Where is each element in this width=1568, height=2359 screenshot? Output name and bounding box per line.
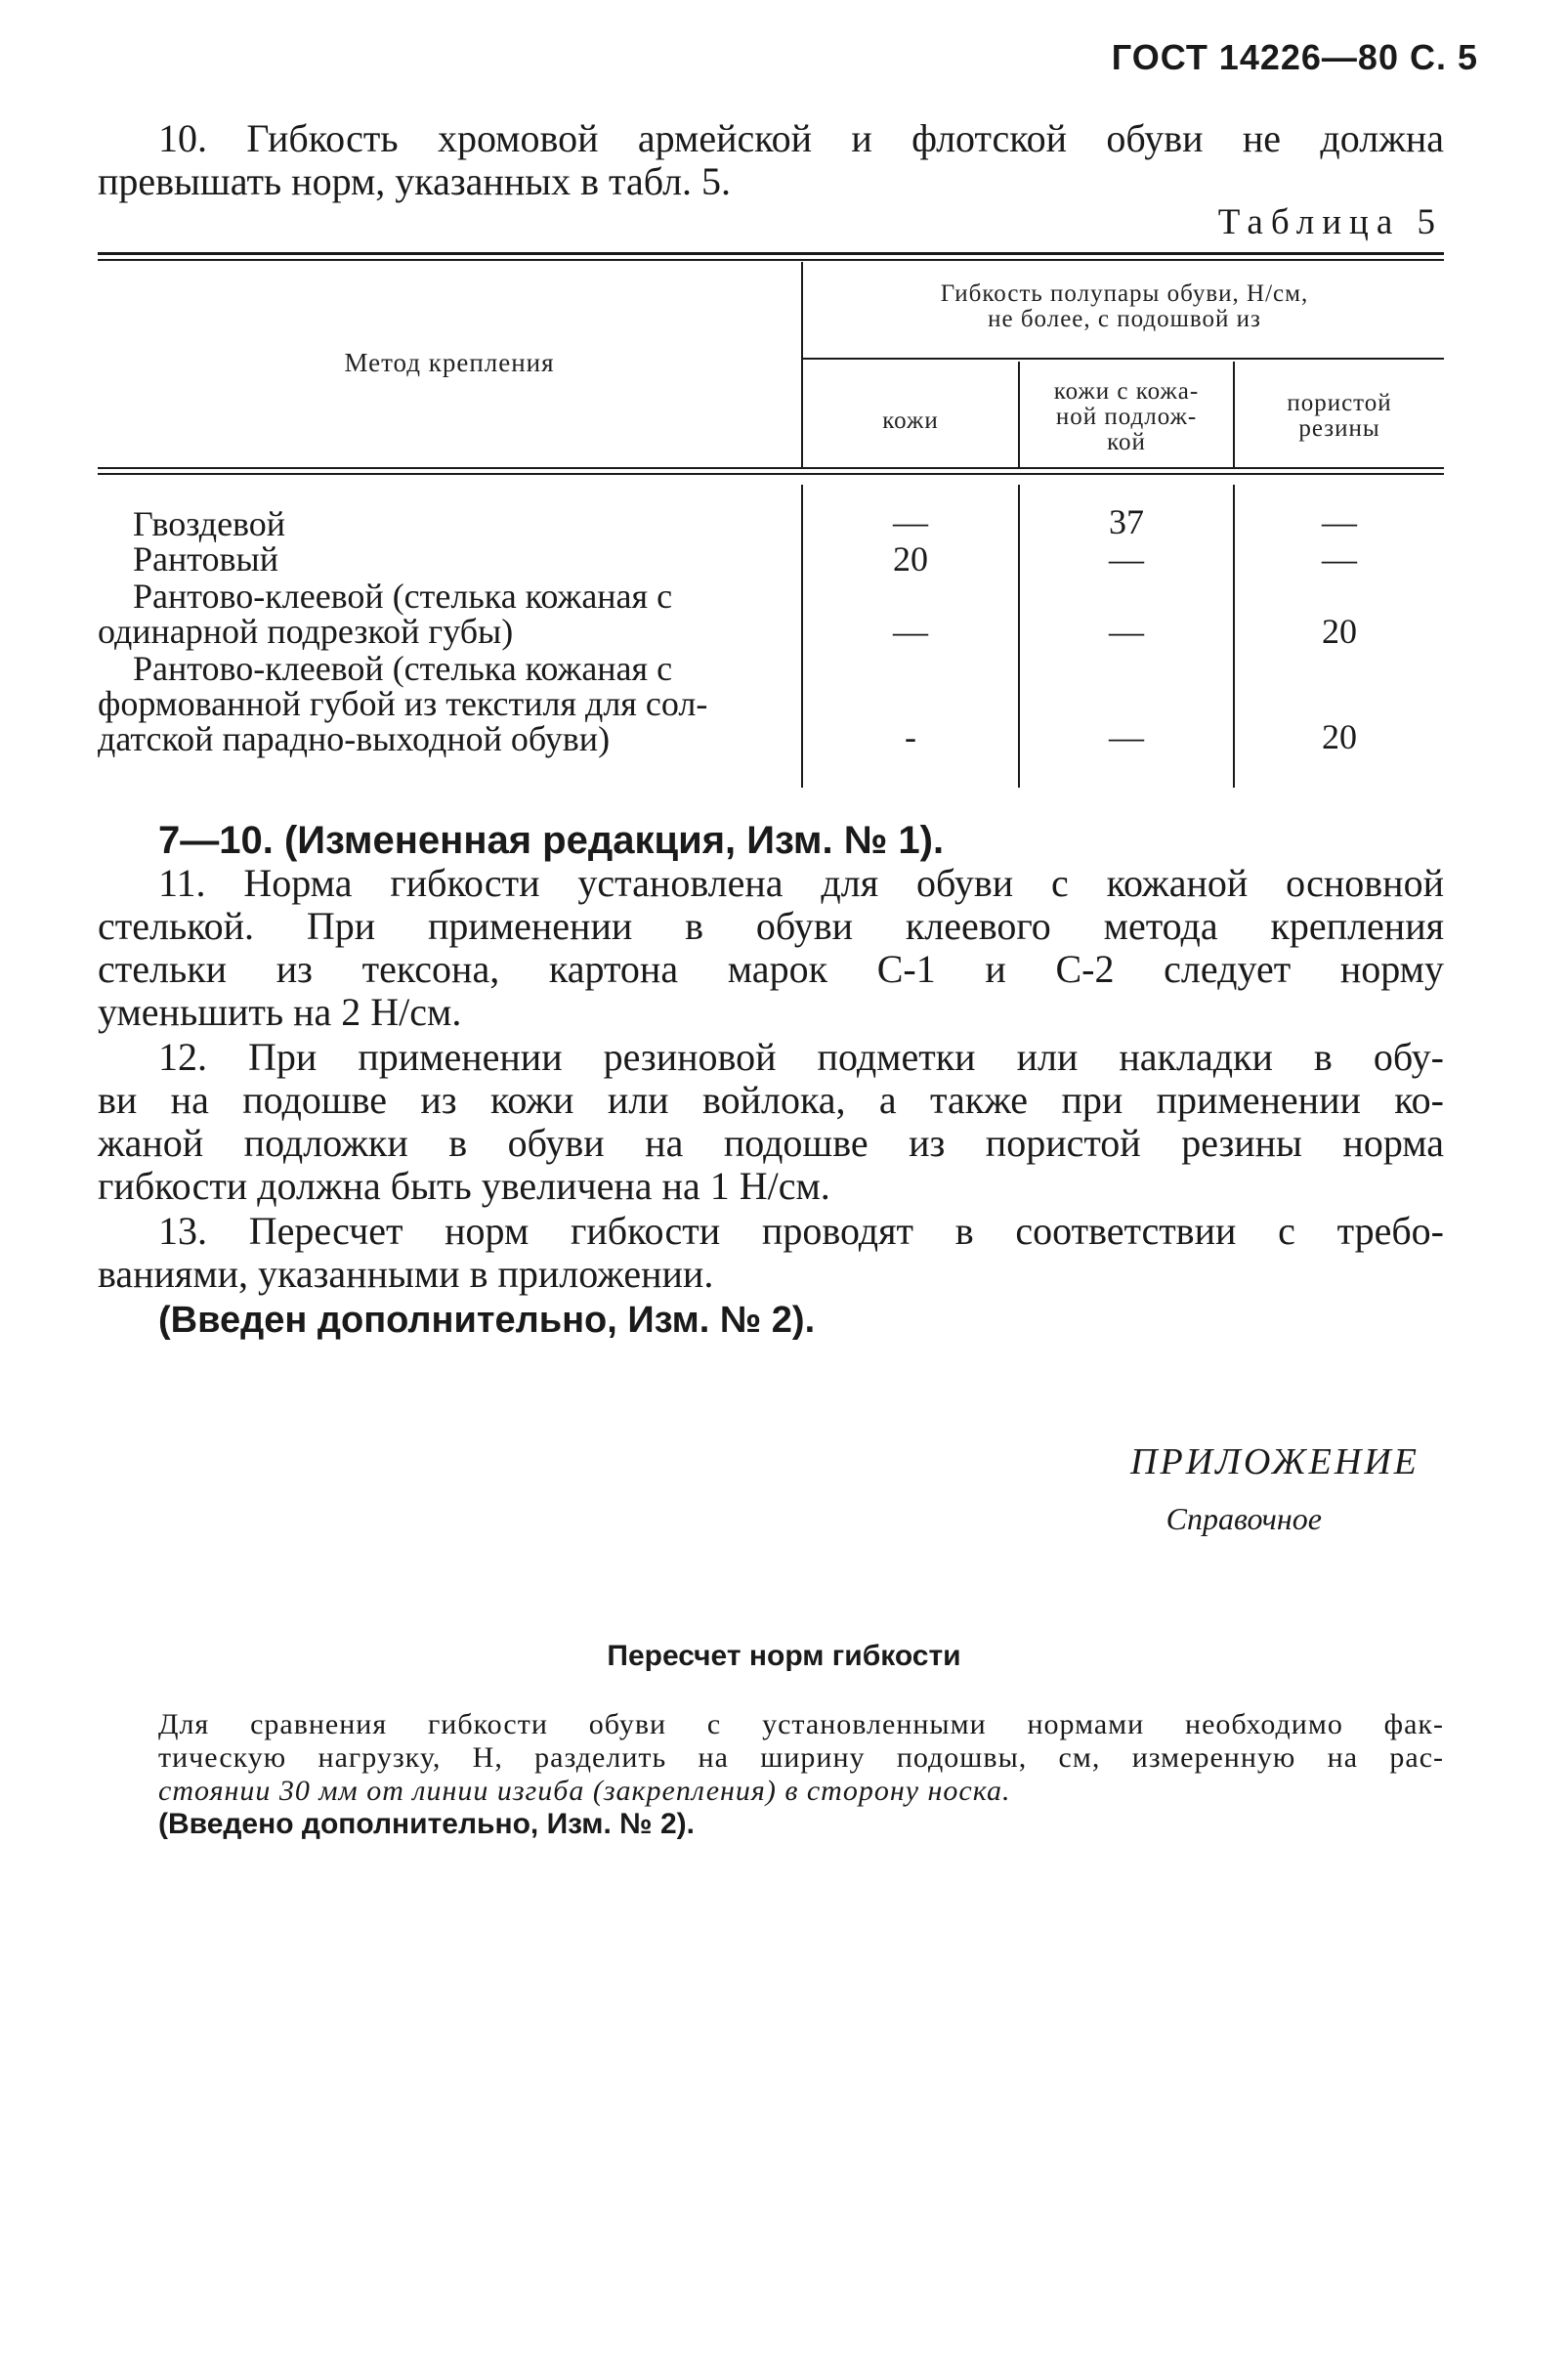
appendix-heading: Пересчет норм гибкости bbox=[607, 1640, 961, 1672]
paragraph-11-line: стелькой. При применении в обуви клеевого метода крепления bbox=[98, 904, 1444, 948]
row-label-welt-glue-1 bbox=[98, 577, 778, 651]
cell-leather: — bbox=[893, 502, 928, 541]
column-header-line: резины bbox=[1298, 415, 1380, 442]
paragraph-11-line: 11. Норма гибкости установлена для обуви с кожаной основной bbox=[158, 861, 1444, 905]
amendment-note-2: (Введен дополнительно, Изм. № 2). bbox=[158, 1300, 816, 1341]
table-header-rule bbox=[98, 473, 1444, 475]
paragraph-12-line: жаной подложки в обуви на подошве из пористой резины норма bbox=[98, 1121, 1444, 1165]
paragraph-11-line: стельки из тексона, картона марок С-1 и С-2 следует норму bbox=[98, 947, 1444, 991]
cell-porous-rubber: 20 bbox=[1322, 717, 1357, 756]
cell-leather: - bbox=[905, 717, 916, 756]
row-label-line: Рантово-клеевой (стелька кожаная с bbox=[133, 649, 673, 688]
paragraph-12-line: 12. При применении резиновой подметки или накладки в обу- bbox=[158, 1035, 1444, 1079]
appendix-subtitle: Справочное bbox=[1165, 1501, 1322, 1536]
appendix-text-line: стоянии 30 мм от линии изгиба (закрепления) в сторону носка. bbox=[158, 1775, 1011, 1807]
column-header-line: пористой bbox=[1287, 390, 1392, 416]
table-caption: Таблица 5 bbox=[1217, 202, 1443, 242]
table-col-divider bbox=[801, 262, 803, 467]
row-label-line: одинарной подрезкой губы) bbox=[98, 612, 514, 651]
column-header-leather-with-lining bbox=[1020, 379, 1233, 455]
cell-leather-lining: — bbox=[1109, 717, 1144, 756]
table-group-rule bbox=[803, 358, 1444, 360]
paragraph-10-line: 10. Гибкость хромовой армейской и флотской обуви не должна bbox=[158, 116, 1444, 160]
paragraph-13-line: 13. Пересчет норм гибкости проводят в соответствии с требо- bbox=[158, 1209, 1444, 1253]
cell-porous-rubber: 20 bbox=[1322, 612, 1357, 651]
cell-leather-lining: — bbox=[1109, 539, 1144, 579]
appendix-text bbox=[158, 1708, 1444, 1808]
page-header-gost-code: ГОСТ 14226—80 С. 5 bbox=[1111, 37, 1478, 77]
appendix-text-line: тическую нагрузку, Н, разделить на ширину подошвы, см, измеренную на рас- bbox=[158, 1741, 1444, 1774]
column-group-header-line: не более, с подошвой из bbox=[988, 306, 1261, 332]
column-group-header bbox=[805, 281, 1444, 332]
cell-leather-lining: — bbox=[1109, 612, 1144, 651]
amendment-note-1-text: 7—10. (Измененная редакция, Изм. № 1). bbox=[158, 819, 945, 862]
cell-leather-lining: 37 bbox=[1109, 502, 1144, 541]
appendix-text-line: Для сравнения гибкости обуви с установленными нормами необходимо фак- bbox=[158, 1708, 1444, 1740]
column-header-line: кожи с кожа- bbox=[1053, 378, 1200, 405]
column-header-porous-rubber bbox=[1235, 391, 1444, 442]
column-group-header-line: Гибкость полупары обуви, Н/см, bbox=[940, 280, 1309, 307]
paragraph-13 bbox=[98, 1210, 1444, 1296]
paragraph-10 bbox=[98, 117, 1444, 203]
row-label-welt-glue-2 bbox=[98, 649, 778, 758]
paragraph-11-line: уменьшить на 2 Н/см. bbox=[98, 990, 462, 1034]
cell-porous-rubber: — bbox=[1322, 502, 1357, 541]
cell-leather: — bbox=[893, 612, 928, 651]
cell-porous-rubber: — bbox=[1322, 539, 1357, 579]
column-header-method: Метод крепления bbox=[344, 348, 555, 377]
paragraph-13-line: ваниями, указанными в приложении. bbox=[98, 1252, 714, 1296]
row-label-line: формованной губой из текстиля для сол- bbox=[98, 684, 708, 723]
column-header-line: кой bbox=[1107, 429, 1146, 455]
paragraph-12 bbox=[98, 1036, 1444, 1208]
table-top-rule bbox=[98, 259, 1444, 261]
appendix-amendment-note: (Введено дополнительно, Изм. № 2). bbox=[158, 1808, 695, 1840]
row-label-line: Рантово-клеевой (стелька кожаная с bbox=[133, 577, 673, 616]
paragraph-11 bbox=[98, 862, 1444, 1034]
table-header-rule bbox=[98, 467, 1444, 469]
table-5 bbox=[98, 252, 1444, 799]
paragraph-12-line: ви на подошве из кожи или войлока, а также при применении ко- bbox=[98, 1078, 1444, 1122]
cell-leather: 20 bbox=[893, 539, 928, 579]
paragraph-12-line: гибкости должна быть увеличена на 1 Н/см. bbox=[98, 1164, 830, 1208]
row-label-welt: Рантовый bbox=[133, 539, 278, 579]
paragraph-10-line: превышать норм, указанных в табл. 5. bbox=[98, 159, 732, 203]
table-top-rule bbox=[98, 252, 1444, 255]
row-label-nail: Гвоздевой bbox=[133, 504, 286, 543]
amendment-note-1 bbox=[158, 817, 944, 863]
appendix-title: ПРИЛОЖЕНИЕ bbox=[1130, 1441, 1420, 1482]
column-header-leather: кожи bbox=[882, 407, 939, 434]
row-label-line: датской парадно-выходной обуви) bbox=[98, 719, 611, 758]
column-header-line: ной подлож- bbox=[1055, 404, 1198, 430]
